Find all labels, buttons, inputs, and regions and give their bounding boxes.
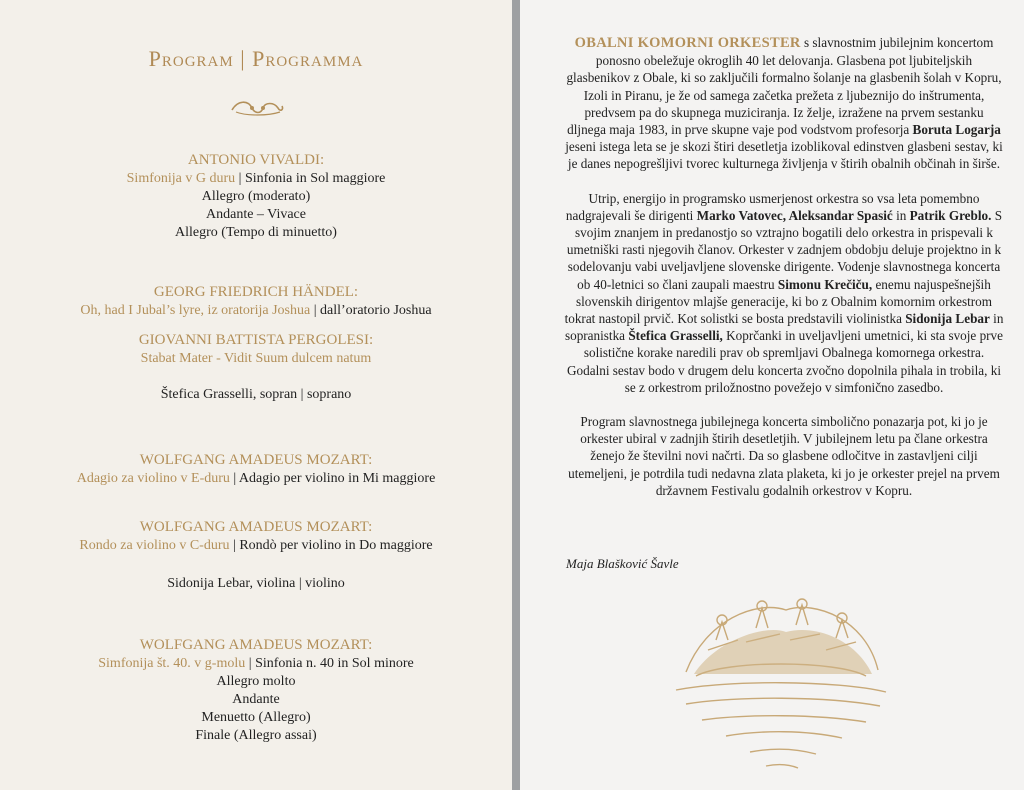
text-run: in [892,207,910,223]
text-run: Koprčanki in uveljavljeni umetnici, ki sta svoje prve solistične korake naredili prav ob spremljavi Obalnega komornega orkestra. Godalni sestav bodo v drugem delu koncerta zvočno dopolnila pihala in trobila, ki se z orkestrom priložnostno povežejo v simfonično zasedbo. [567,328,1004,395]
paragraph-program [564,413,1004,499]
name-highlight: Štefica Grasselli, [628,328,723,344]
movement: Allegro (moderato) [201,189,311,204]
work-title-sl: Stabat Mater - Vidit Suum dulcem natum [140,351,372,366]
composer-name: WOLFGANG AMADEUS MOZART: [139,519,373,535]
work-title-sl: Simfonija št. 40. v g-molu [98,656,246,671]
orchestra-description [564,34,1004,516]
movement: Allegro molto [216,674,296,689]
movement: Andante – Vivace [206,207,306,222]
name-highlight: Simonu Krečiču, [777,276,873,292]
program-title: Program | Programma [148,46,364,71]
text-run: enemu najuspešnejših slovenskih dirigentov mlajše generacije, ki bo z Obalnim komornim orkestrom tokrat nastopil prvič. Kot solistki se bosta predstavili violinistka [564,276,993,327]
work-title-it: dall’oratorio Joshua [320,303,432,318]
work-title [0,470,512,488]
performer: Sidonija Lebar, violina | violino [167,576,345,591]
composer-name: WOLFGANG AMADEUS MOZART: [139,637,373,653]
composer-name: GIOVANNI BATTISTA PERGOLESI: [138,332,374,348]
work-title [0,302,512,320]
program-item-mozart-adagio [0,450,512,488]
flourish-ornament-icon [228,96,286,118]
work-title-sl: Adagio za violino v E-duru [76,471,230,486]
program-item-pergolesi [0,330,512,404]
composer-name: GEORG FRIEDRICH HÄNDEL: [153,284,359,300]
movement: Menuetto (Allegro) [201,710,311,725]
performer: Štefica Grasselli, sopran | soprano [160,387,352,402]
text-run: Utrip, energijo in programsko usmerjenost orkestra so vsa leta pomembno nadgrajevali še dirigenti [565,190,980,223]
work-title [0,170,512,188]
orchestra-illustration-icon [666,580,896,780]
work-title-sl: Rondo za violino v C-duru [79,538,230,553]
name-highlight: Boruta Logarja [912,122,1001,138]
paragraph-conductors [564,190,1004,396]
separator: | [245,656,256,671]
composer-name: WOLFGANG AMADEUS MOZART: [139,452,373,468]
text-run: S svojim znanjem in predanostjo so vztrajno bogatili delo orkestra in prispevali k umetniški rasti njegovih članov. Orkester v zadnjem obdobju deluje projektno in k sodelovanju vabi uveljavljene slovenske dirigente. Vodenje slavnostnega koncerta ob 40-letnici so člani zaupali maestru [566,207,1003,292]
name-highlight: Sidonija Lebar [905,311,990,327]
text-run: jeseni istega leta se je skozi štiri desetletja izoblikoval edinstven glasbeni sestav, ki je danes nepogrešljivi tvorec kulturnega življenja v štirih obalnih občinah in širše. [565,139,1003,172]
movement: Andante [232,692,280,707]
program-item-vivaldi [0,150,512,242]
orchestra-name: OBALNI KOMORNI ORKESTER [574,35,801,51]
work-title-it: Sinfonia in Sol maggiore [244,171,386,186]
name-highlight: Marko Vatovec, Aleksandar Spasić [696,207,893,223]
name-highlight: Patrik Greblo. [909,207,992,223]
composer-name: ANTONIO VIVALDI: [187,152,325,168]
work-title [0,350,512,368]
separator: | [235,171,245,186]
movement: Finale (Allegro assai) [195,728,317,743]
program-item-mozart-rondo [0,517,512,593]
work-title-it: Rondò per violino in Do maggiore [239,538,433,553]
text-run: s slavnostnim jubilejnim koncertom ponosno obeležuje okroglih 40 let delovanja. Glasbena pot ljubiteljskih glasbenikov z Obale, ki so zaključili formalno šolanje na glasbenih šolah v Kopru, Izoli in Piranu, je že od samega začetka prežeta z ljubeznijo do inštrumenta, predvsem pa do skupnega muziciranja. Iz želje, izražene na prvem sestanku dljnega maja 1983, in prve skupne vaje pod vodstvom profesorja [566,35,1002,138]
program-item-handel [0,282,512,320]
author-signature: Maja Blašković Šavle [566,556,679,571]
separator: | [229,471,239,486]
work-title-it: Adagio per violino in Mi maggiore [238,471,436,486]
paragraph-intro [564,34,1004,173]
text-run: in sopranistka [564,311,1004,344]
program-item-mozart-symphony [0,635,512,745]
work-title [0,537,512,555]
separator: | [229,538,240,553]
separator: | [310,303,320,318]
work-title [0,655,512,673]
work-title-sl: Simfonija v G duru [126,171,236,186]
work-title-sl: Oh, had I Jubal’s lyre, iz oratorija Joshua [80,303,311,318]
text-run: Program slavnostnega jubilejnega koncerta simbolično ponazarja pot, ki jo je orkester ubiral v zadnjih štirih desetletjih. V jubilejnem letu pa člane orkestra ženejo že številni novi načrti. Da so glasbene odločitve in zastavljeni cilji utemeljeni, je potrdila tudi nedavna zlata plaketa, ki jo je orkester prejel na prvem državnem Festivalu godalnih orkestrov v Kopru. [568,414,1000,498]
work-title-it: Sinfonia n. 40 in Sol minore [255,656,414,671]
movement: Allegro (Tempo di minuetto) [175,225,337,240]
